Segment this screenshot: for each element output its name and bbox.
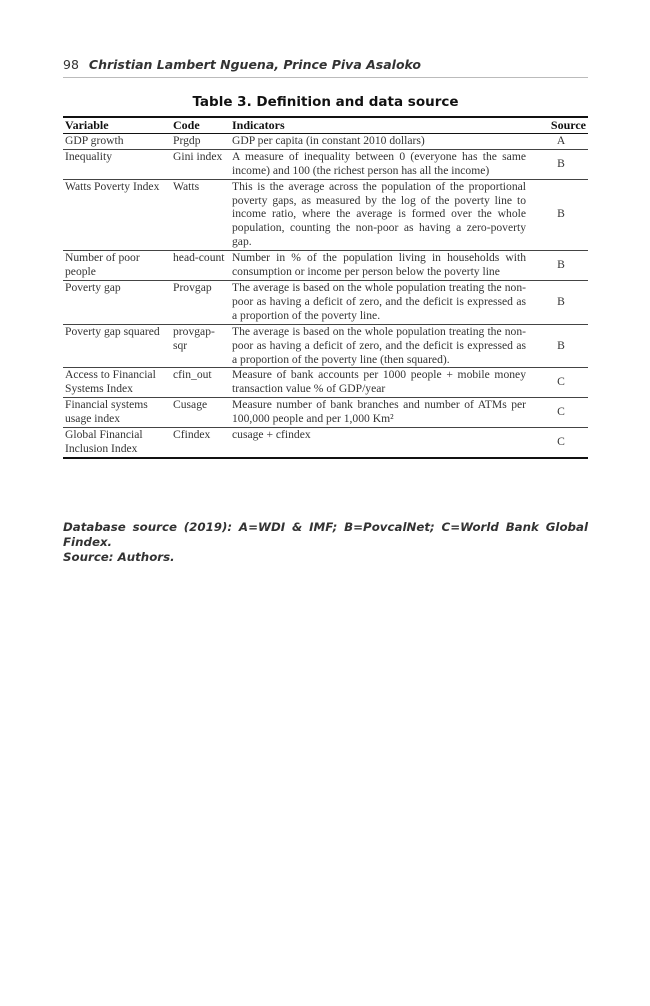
cell-source: B <box>534 251 588 281</box>
cell-source: C <box>534 368 588 398</box>
cell-indicator: Measure of bank accounts per 1000 people + mobile money transaction value % of GDP/year <box>230 368 534 398</box>
table-note <box>63 520 588 565</box>
table-row <box>63 251 588 281</box>
cell-variable: Access to Financial Systems Index <box>63 368 171 398</box>
cell-code: Watts <box>171 179 230 251</box>
cell-indicator: Measure number of bank branches and number of ATMs per 100,000 people and per 1,000 Km² <box>230 398 534 428</box>
definition-table <box>63 116 588 459</box>
cell-code: Prgdp <box>171 133 230 149</box>
cell-variable: Poverty gap squared <box>63 324 171 368</box>
cell-indicator: A measure of inequality between 0 (everyone has the same income) and 100 (the richest person has all the income) <box>230 149 534 179</box>
cell-variable: Poverty gap <box>63 280 171 324</box>
cell-code: Gini index <box>171 149 230 179</box>
cell-variable: Global Financial Inclusion Index <box>63 428 171 458</box>
cell-source: B <box>534 280 588 324</box>
cell-indicator: Number in % of the population living in households with consumption or income per person below the poverty line <box>230 251 534 281</box>
column-header-code: Code <box>171 117 230 133</box>
cell-variable: Watts Poverty Index <box>63 179 171 251</box>
cell-variable: Number of poor people <box>63 251 171 281</box>
cell-code: provgap-sqr <box>171 324 230 368</box>
running-header <box>63 57 588 78</box>
cell-source: C <box>534 428 588 458</box>
running-header-authors: Christian Lambert Nguena, Prince Piva Asaloko <box>88 57 421 72</box>
cell-source: A <box>534 133 588 149</box>
cell-indicator: The average is based on the whole population treating the non-poor as having a deficit of zero, and the deficit is expressed as a proportion of the poverty line. <box>230 280 534 324</box>
cell-variable: Financial systems usage index <box>63 398 171 428</box>
table-note-source: Source: Authors. <box>63 550 175 564</box>
table-row <box>63 149 588 179</box>
column-header-indicators: Indicators <box>230 117 534 133</box>
table-note-database-source: Database source (2019): A=WDI & IMF; B=PovcalNet; C=World Bank Global Findex. <box>63 520 588 549</box>
cell-code: Provgap <box>171 280 230 324</box>
cell-variable: GDP growth <box>63 133 171 149</box>
table-row <box>63 133 588 149</box>
cell-code: Cfindex <box>171 428 230 458</box>
cell-indicator: The average is based on the whole population treating the non-poor as having a deficit of zero, and the deficit is expressed as a proportion of the poverty line (then squared). <box>230 324 534 368</box>
cell-variable: Inequality <box>63 149 171 179</box>
column-header-source: Source <box>534 117 588 133</box>
cell-code: head-count <box>171 251 230 281</box>
table-row <box>63 179 588 251</box>
table-row <box>63 398 588 428</box>
table-row <box>63 324 588 368</box>
cell-indicator: This is the average across the population of the proportional poverty gaps, as measured by the log of the poverty line to income ratio, where the average is formed over the whole population, counting the non-poor as having a zero-poverty gap. <box>230 179 534 251</box>
table-header-row <box>63 117 588 133</box>
cell-source: C <box>534 398 588 428</box>
page-number: 98 <box>63 57 79 72</box>
table-row <box>63 280 588 324</box>
table-row <box>63 368 588 398</box>
cell-source: B <box>534 179 588 251</box>
table-caption: Table 3. Definition and data source <box>192 94 459 110</box>
cell-code: cfin_out <box>171 368 230 398</box>
cell-indicator: GDP per capita (in constant 2010 dollars) <box>230 133 534 149</box>
column-header-variable: Variable <box>63 117 171 133</box>
cell-indicator: cusage + cfindex <box>230 428 534 458</box>
table-row <box>63 428 588 458</box>
cell-source: B <box>534 324 588 368</box>
cell-code: Cusage <box>171 398 230 428</box>
cell-source: B <box>534 149 588 179</box>
